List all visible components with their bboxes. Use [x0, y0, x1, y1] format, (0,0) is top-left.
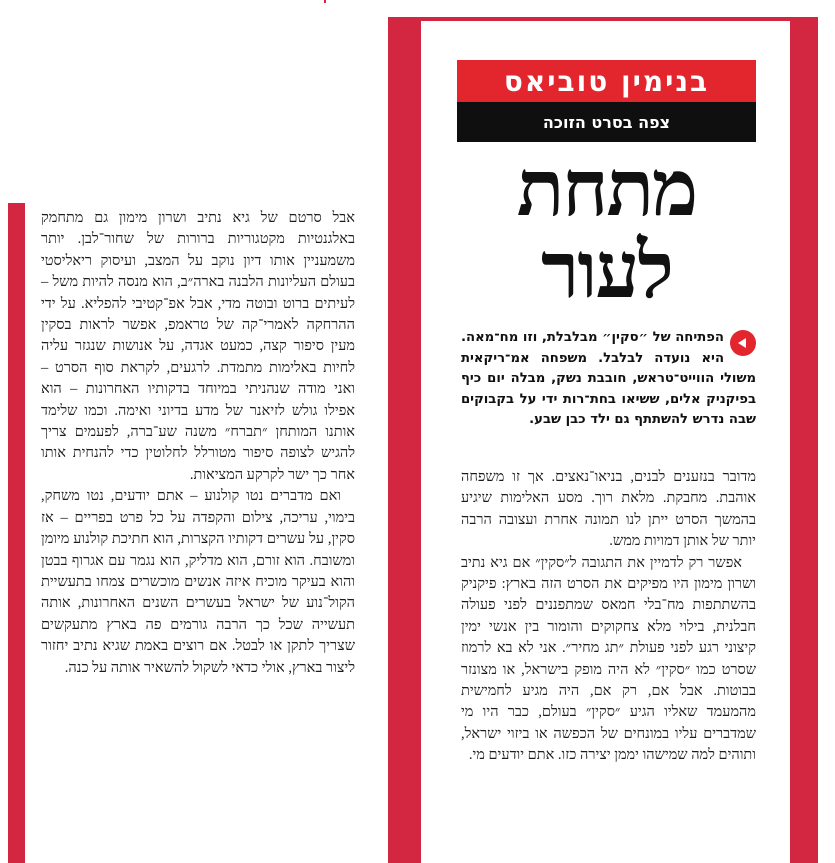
subtitle-text: צפה בסרט הזוכה	[542, 112, 671, 132]
right-panel-red-border-right	[790, 17, 818, 863]
headline	[457, 143, 756, 316]
right-paragraph-1: מדובר בנזענים לבנים, בניאו־נאצים. אך זו משפחה אוהבת. מחבקת. מלאת רוך. מסע האלימות שיגיע בהמשך הסרט ייתן לנו תמונה אחרת ועצובה הרבה יותר של אותן דמויות ממש.	[461, 469, 756, 550]
author-name: בנימין טוביאס	[503, 64, 710, 98]
left-column-body	[41, 208, 355, 679]
lead-paragraph	[461, 328, 756, 431]
play-arrow-icon	[730, 330, 756, 356]
headline-line-1: מתחת	[516, 143, 697, 234]
headline-line-2: לעור	[541, 225, 672, 316]
right-panel-red-border-top	[388, 17, 818, 21]
right-column-body	[461, 467, 756, 767]
left-red-stripe	[8, 203, 25, 863]
right-panel-red-border-left	[388, 17, 421, 863]
top-edge-mark	[324, 0, 326, 3]
subtitle-bar	[457, 102, 756, 142]
right-paragraph-2: אפשר רק לדמיין את התגובה ל״סקין״ אם גיא נתיב ושרון מימון היו מפיקים את הסרט הזה בארץ: פיקניק בהשתתפות מח־בלי חמאס שמתפננים לפני פעולה חבלנית, בילוי מלא צחקוקים והומור בין אנשי ימין קיצוני רגע לפני פעולת ״תג מחיר״. אני לא בא לרמוז שסרט כמו ״סקין״ לא היה מופק בישראל, או מצונזר בבוטות. אבל אם, רק אם, היה מגיע לחמישית מהמעמד שאליו הגיע ״סקין״ בעולם, כבר היו מי שמדברים עליו במונחים של הכפשה או ביזוי ישראל, ותוהים למה שמישהו יממן יצירה כזו. אתם יודעים מי.	[461, 554, 756, 764]
left-paragraph-2: ואם מדברים נטו קולנוע – אתם יודעים, נטו משחק, בימוי, עריכה, צילום והקפדה על כל פרט בפריים – אז סקין, על עשרים דקותיו הקצרות, הוא חתיכת קולנוע מיומן ומשובח. הוא זורם, הוא מדליק, הוא נגמר עם אגרוף בבטן והוא בעיקר מוכיח איזה אנשים מוכשרים צמחו בתעשיית הקול־נוע של ישראל בעשרים השנים האחרונות, אותה תעשייה שכל כך הרבה גורמים פה בארץ מתעקשים שצריך לתקן או לבטל. אם רוצים באמת שגיא נתיב יחזור ליצור בארץ, אולי כדאי לשקול להשאיר אותה על כנה.	[41, 488, 355, 676]
lead-text: הפתיחה של ״סקין״ מבלבלת, וזו מח־מאה. היא נועדה לבלבל. משפחה אמ־ריקאית משולי הווייט־טראש, חובבת נשק, מבלה יום כיף בפיקניק אלים, ששיאו בחת־רות ידי על בקבוקים שבה נדרש להשתתף גם ילד כבן שבע.	[461, 330, 756, 427]
left-paragraph-1: אבל סרטם של גיא נתיב ושרון מימון גם מתחמק באלגנטיות מקטגוריות ברורות של שחור־לבן. יותר משמעניין אותו דיון נוקב על המצב, ועיסוק ריאליסטי בעולם העליונות הלבנה בארה״ב, הוא מנסה להיות משל – לעיתים ברוט ובוטה מדי, אבל אפ־קטיבי להפליא. על ידי ההרחקה לאמרי־קה של טראמפ, אפשר לראות בסקין מעין סיפור קצה, כמעט אגדה, על אנושות שנגזר עליה לחיות באלימות מתמדת. לרגעים, לקראת סוף הסרט – ואני מודה שנהניתי במיוחד בדקותיו האחרונות – הוא אפילו גולש לזיאנר של מדע בדיוני ואימה. וכמו שלימד אותנו המותחן ״תברח״ משנה שע־ברה, לפעמים צריך להגיש לצופה סיפור מטורלל לחלוטין כדי להנחית אותו אחר כך ישר לקרקע המציאות.	[41, 210, 355, 483]
author-name-bar	[457, 60, 756, 102]
